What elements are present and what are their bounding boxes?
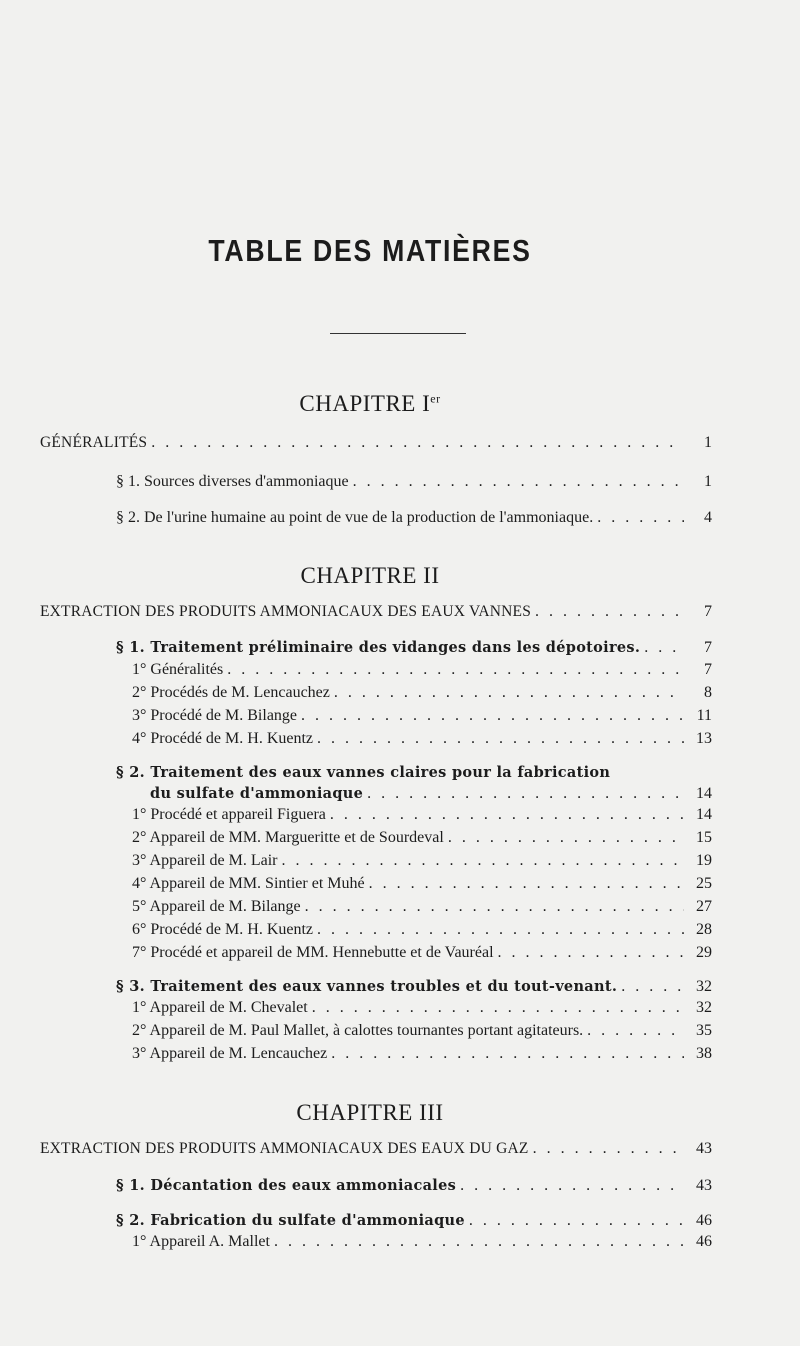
toc-entry: § 1. Sources diverses d'ammoniaque . . . 1 [116,473,712,491]
toc-section: § 2. Fabrication du sulfate d'ammoniaque . . . 46 [116,1212,712,1230]
page-title: TABLE DES MATIÈRES [208,233,532,268]
title-divider [330,333,466,334]
chapter-3-heading: CHAPITRE III [296,1100,444,1125]
toc-entry: EXTRACTION DES PRODUITS AMMONIACAUX DES EAUX DU GAZ . . . 43 [40,1140,712,1158]
toc-section: § 3. Traitement des eaux vannes troubles et du tout-venant. . . . 32 [116,978,712,996]
toc-entry: 1° Appareil de M. Chevalet . . . 32 [132,999,712,1017]
toc-entry: 5° Appareil de M. Bilange . . . 27 [132,898,712,916]
toc-entry: 1° Procédé et appareil Figuera . . . 14 [132,806,712,824]
toc-section: § 1. Traitement préliminaire des vidanges dans les dépotoires. . . . 7 [116,639,712,657]
toc-entry: 3° Procédé de M. Bilange . . . 11 [132,707,712,725]
toc-entry: 4° Appareil de MM. Sintier et Muhé . . . 25 [132,875,712,893]
chapter-1-heading: CHAPITRE Ier [299,391,441,416]
toc-entry: 6° Procédé de M. H. Kuentz . . . 28 [132,921,712,939]
toc-section-line1: § 2. Traitement des eaux vannes claires pour la fabrication [116,764,611,781]
toc-entry: 1° Appareil A. Mallet . . . 46 [132,1233,712,1251]
toc-section: du sulfate d'ammoniaque . . . 14 [150,785,712,803]
toc-entry: EXTRACTION DES PRODUITS AMMONIACAUX DES EAUX VANNES . . . 7 [40,603,712,621]
toc-entry: 4° Procédé de M. H. Kuentz . . . 13 [132,730,712,748]
toc-entry: 2° Appareil de M. Paul Mallet, à calottes tournantes portant agitateurs. . . . 35 [132,1022,712,1040]
toc-entry: 7° Procédé et appareil de MM. Hennebutte et de Vauréal . . . 29 [132,944,712,962]
toc-entry: 3° Appareil de M. Lencauchez . . . 38 [132,1045,712,1063]
toc-entry: § 2. De l'urine humaine au point de vue de la production de l'ammoniaque. . . . 4 [116,509,712,527]
toc-entry: GÉNÉRALITÉS . . . 1 [40,434,712,452]
toc-entry: 3° Appareil de M. Lair . . . 19 [132,852,712,870]
toc-entry: 2° Procédés de M. Lencauchez . . . 8 [132,684,712,702]
toc-entry: 2° Appareil de MM. Margueritte et de Sourdeval . . . 15 [132,829,712,847]
toc-entry: 1° Généralités . . . 7 [132,661,712,679]
toc-section: § 1. Décantation des eaux ammoniacales . . . 43 [116,1177,712,1195]
chapter-2-heading: CHAPITRE II [300,563,440,588]
